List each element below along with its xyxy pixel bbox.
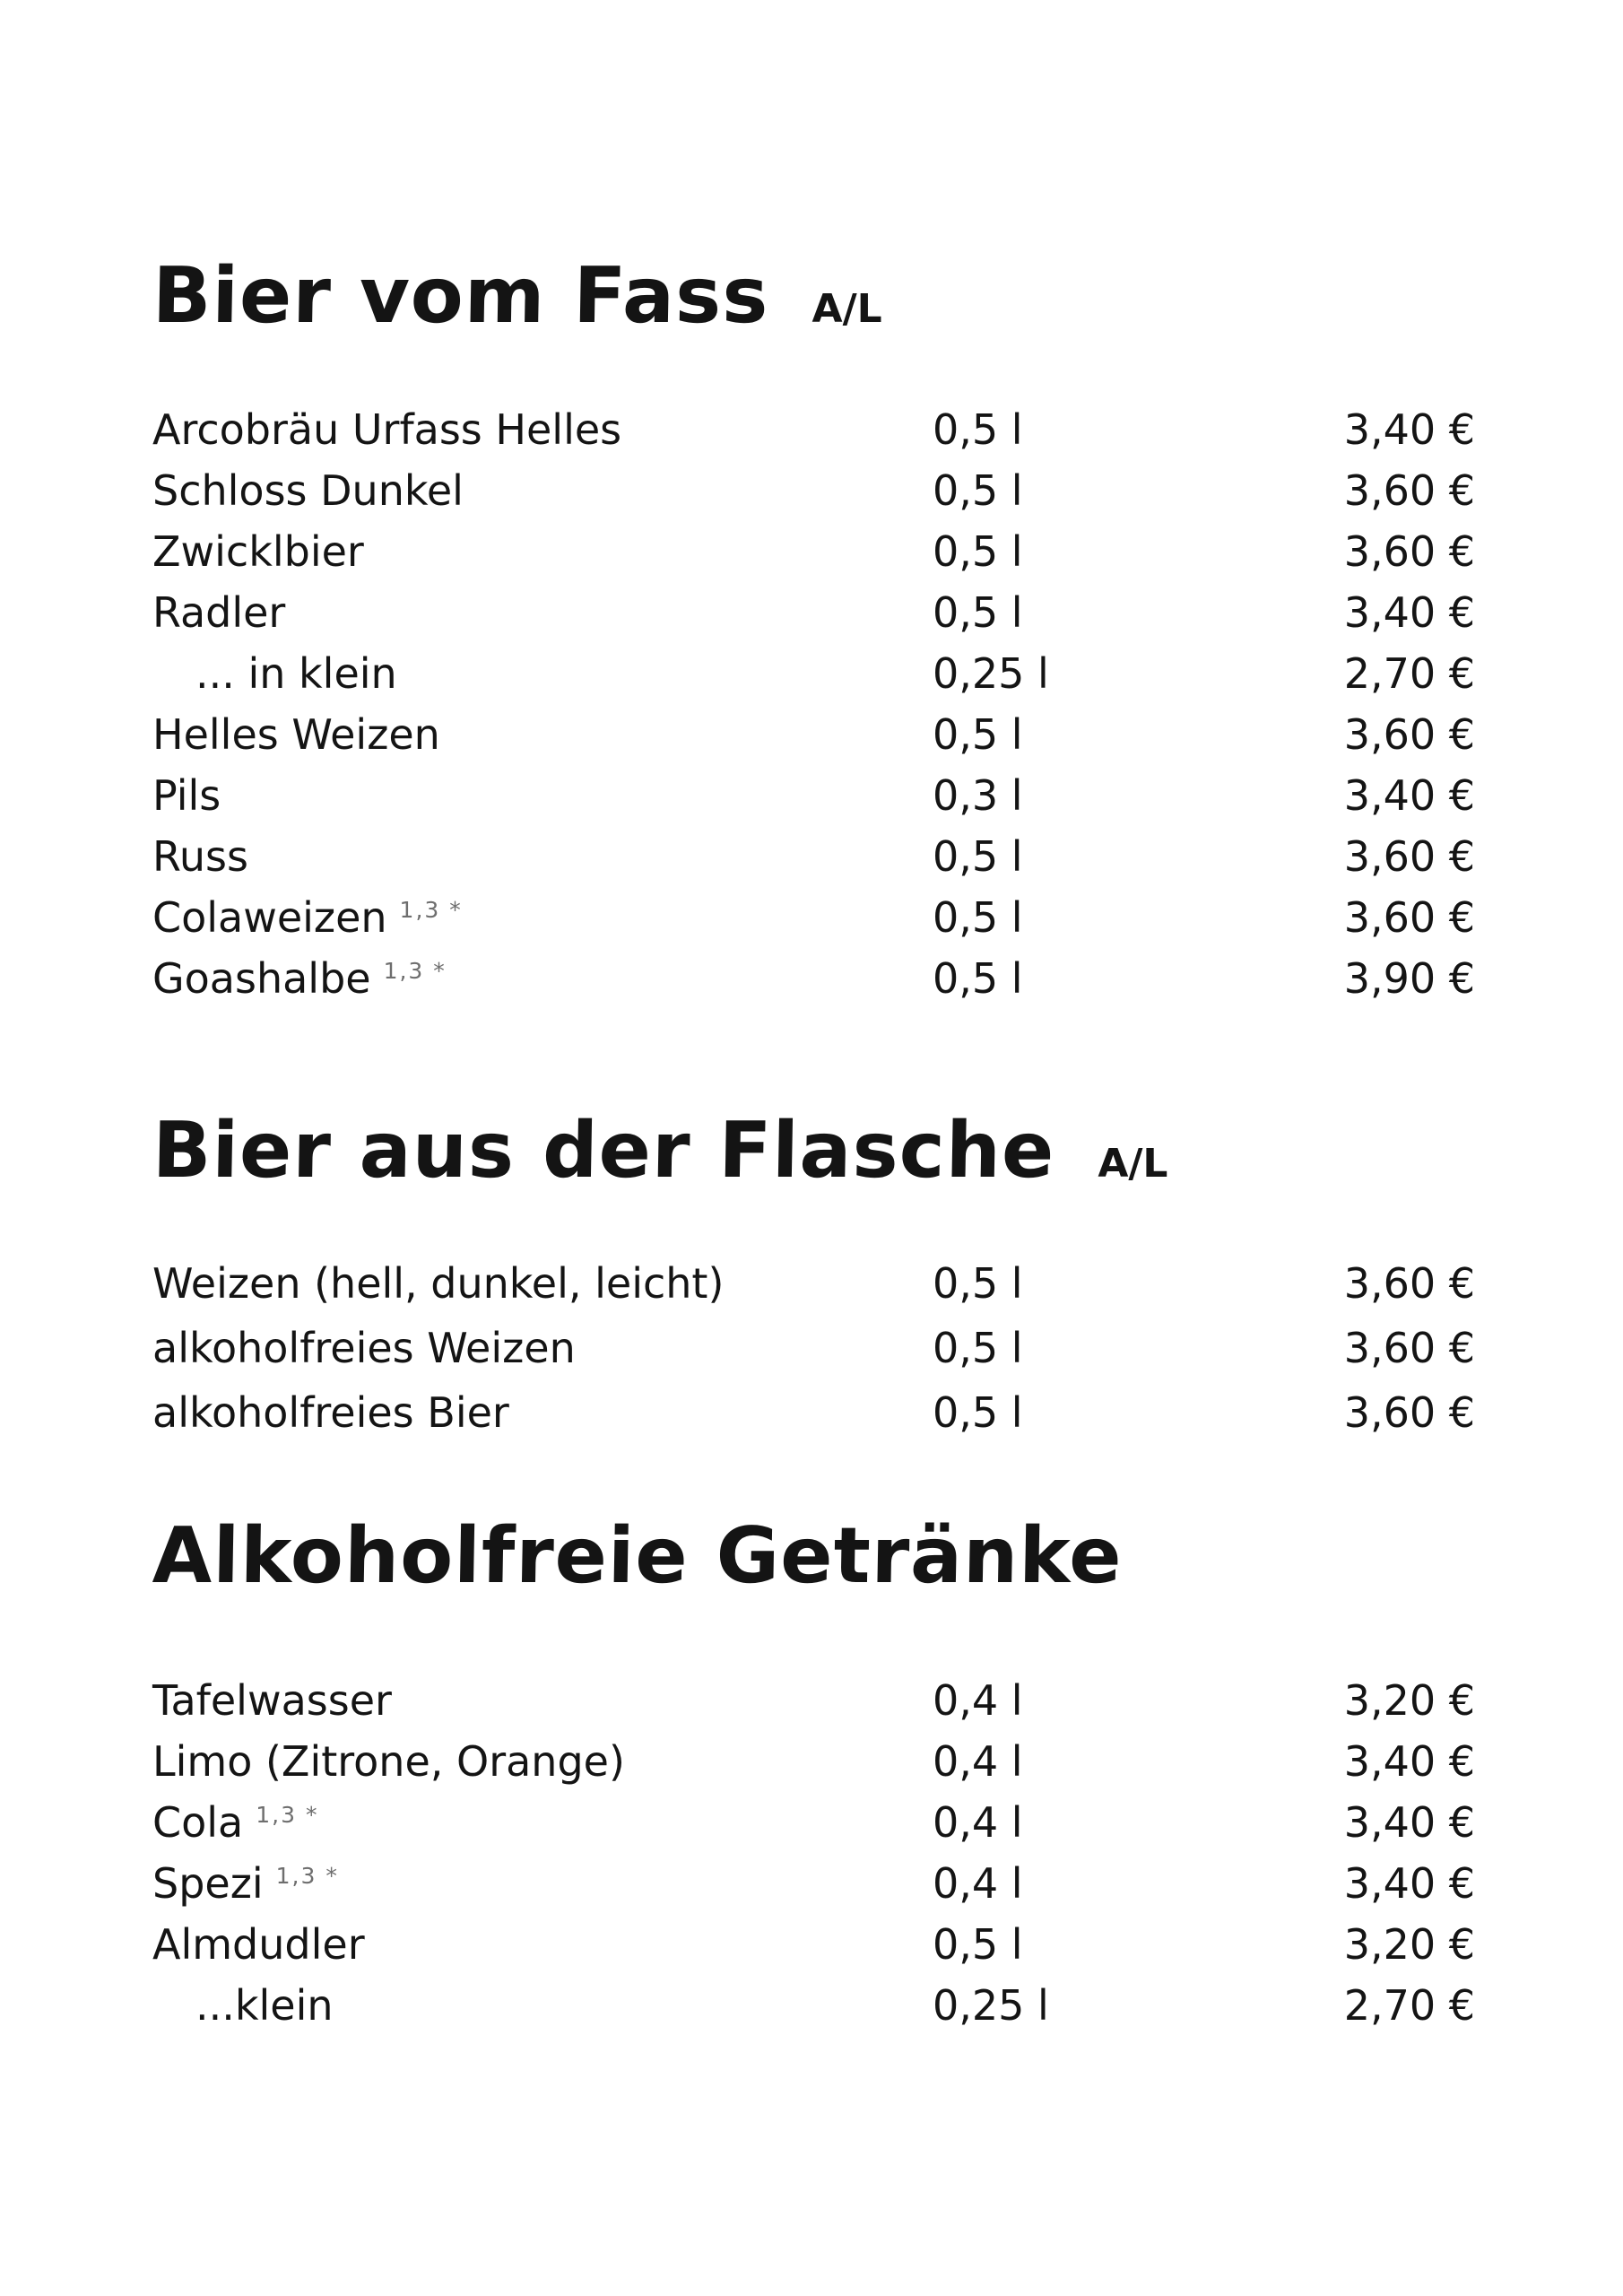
menu-item-row — [152, 887, 1480, 948]
item-price: 3,90 € — [1343, 954, 1475, 1003]
item-price: 3,60 € — [1343, 1324, 1475, 1372]
item-name: alkoholfreies Bier — [152, 1388, 509, 1437]
item-price: 3,20 € — [1343, 1676, 1475, 1725]
item-price: 3,20 € — [1343, 1920, 1475, 1969]
item-size: 0,5 l — [933, 1324, 1023, 1372]
section-title-bier-vom-fass — [152, 251, 1480, 341]
section-heading: Alkoholfreie Getränke — [152, 1511, 1124, 1601]
section-items-bier-vom-fass — [152, 399, 1480, 1009]
menu-item-row — [152, 399, 1480, 460]
menu-item-row — [152, 1914, 1480, 1975]
item-name: Cola — [152, 1798, 244, 1847]
menu-item-row — [152, 765, 1480, 826]
item-name: Goashalbe — [152, 954, 371, 1003]
item-price: 3,40 € — [1343, 1737, 1475, 1786]
item-size: 0,5 l — [933, 588, 1023, 637]
item-name: Arcobräu Urfass Helles — [152, 405, 622, 454]
menu-item-row — [152, 1792, 1480, 1853]
menu-item-row — [152, 1670, 1480, 1731]
menu-item-row — [152, 1853, 1480, 1914]
item-size: 0,4 l — [933, 1676, 1023, 1725]
menu-item-row — [152, 643, 1480, 704]
menu-item-row — [152, 1251, 1480, 1316]
menu-item-row — [152, 582, 1480, 643]
item-footnote: 1,3 * — [256, 1802, 319, 1828]
item-name: Almdudler — [152, 1920, 365, 1969]
item-name: Spezi — [152, 1859, 264, 1908]
menu-item-row — [152, 521, 1480, 582]
item-size: 0,25 l — [933, 1981, 1049, 2030]
menu-item-row — [152, 948, 1480, 1009]
item-price: 3,40 € — [1343, 1798, 1475, 1847]
item-size: 0,5 l — [933, 1259, 1023, 1308]
item-price: 3,40 € — [1343, 771, 1475, 820]
item-price: 3,60 € — [1343, 893, 1475, 942]
item-size: 0,4 l — [933, 1798, 1023, 1847]
item-price: 3,60 € — [1343, 1259, 1475, 1308]
section-heading: Bier vom Fass — [152, 251, 770, 341]
item-name: Pils — [152, 771, 221, 820]
item-price: 2,70 € — [1343, 649, 1475, 698]
menu-item-row — [152, 704, 1480, 765]
item-price: 2,70 € — [1343, 1981, 1475, 2030]
item-footnote: 1,3 * — [399, 897, 463, 923]
section-heading: Bier aus der Flasche — [152, 1106, 1056, 1196]
item-size: 0,4 l — [933, 1737, 1023, 1786]
item-price: 3,60 € — [1343, 527, 1475, 576]
menu-item-row — [152, 1975, 1480, 2036]
menu-item-row — [152, 1731, 1480, 1792]
item-name: Helles Weizen — [152, 710, 440, 759]
item-name: Russ — [152, 832, 248, 881]
section-items-bier-aus-der-flasche — [152, 1251, 1480, 1445]
item-size: 0,5 l — [933, 893, 1023, 942]
item-name: ...klein — [195, 1981, 334, 2030]
item-name: ... in klein — [195, 649, 397, 698]
item-name: Limo (Zitrone, Orange) — [152, 1737, 625, 1786]
menu-item-row — [152, 1380, 1480, 1445]
item-price: 3,40 € — [1343, 1859, 1475, 1908]
item-footnote: 1,3 * — [275, 1863, 339, 1889]
item-name: Schloss Dunkel — [152, 466, 464, 515]
menu-item-row — [152, 826, 1480, 887]
item-name: Colaweizen — [152, 893, 387, 942]
item-price: 3,60 € — [1343, 832, 1475, 881]
section-heading-suffix: A/L — [1098, 1141, 1168, 1187]
section-items-alkoholfreie-getraenke — [152, 1670, 1480, 2036]
item-price: 3,60 € — [1343, 1388, 1475, 1437]
menu-page — [152, 251, 1480, 2036]
item-name: Tafelwasser — [152, 1676, 392, 1725]
item-footnote: 1,3 * — [383, 958, 447, 984]
item-size: 0,5 l — [933, 710, 1023, 759]
item-name: Weizen (hell, dunkel, leicht) — [152, 1259, 725, 1308]
item-size: 0,5 l — [933, 832, 1023, 881]
item-size: 0,5 l — [933, 954, 1023, 1003]
item-price: 3,60 € — [1343, 710, 1475, 759]
item-size: 0,25 l — [933, 649, 1049, 698]
section-heading-suffix: A/L — [812, 286, 882, 332]
item-size: 0,5 l — [933, 1920, 1023, 1969]
item-name: alkoholfreies Weizen — [152, 1324, 576, 1372]
item-size: 0,5 l — [933, 405, 1023, 454]
menu-item-row — [152, 460, 1480, 521]
item-size: 0,5 l — [933, 1388, 1023, 1437]
item-price: 3,40 € — [1343, 588, 1475, 637]
item-price: 3,40 € — [1343, 405, 1475, 454]
section-title-bier-aus-der-flasche — [152, 1106, 1480, 1196]
item-name: Zwicklbier — [152, 527, 364, 576]
menu-item-row — [152, 1316, 1480, 1380]
item-size: 0,5 l — [933, 527, 1023, 576]
item-size: 0,3 l — [933, 771, 1023, 820]
item-price: 3,60 € — [1343, 466, 1475, 515]
item-size: 0,5 l — [933, 466, 1023, 515]
item-name: Radler — [152, 588, 286, 637]
section-title-alkoholfreie-getraenke — [152, 1511, 1480, 1601]
item-size: 0,4 l — [933, 1859, 1023, 1908]
